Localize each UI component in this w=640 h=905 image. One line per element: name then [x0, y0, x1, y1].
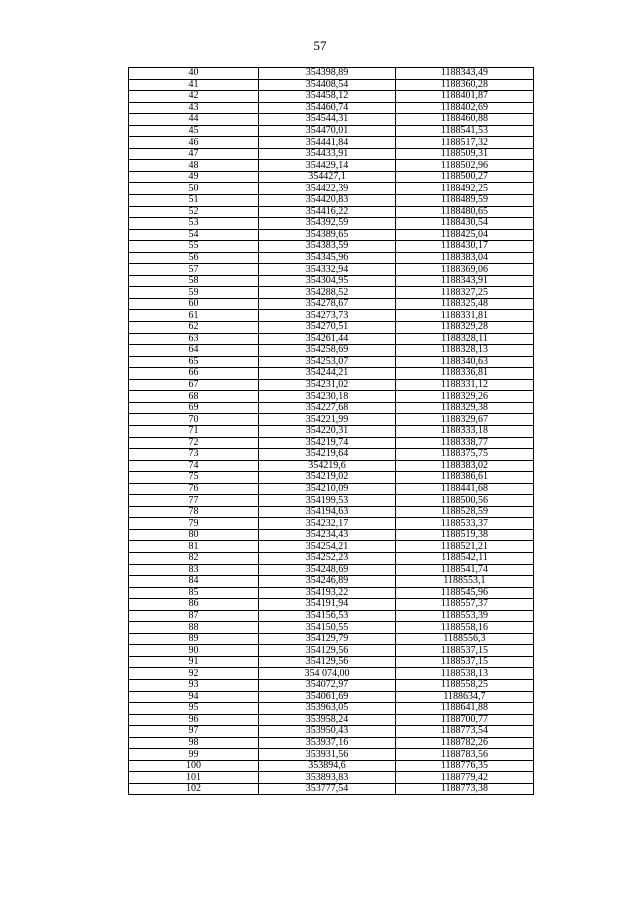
x-coordinate-cell: 354416,22	[259, 206, 396, 218]
table-row	[129, 345, 534, 357]
table-row	[129, 102, 534, 114]
table-row	[129, 206, 534, 218]
table-row	[129, 425, 534, 437]
point-number-cell: 54	[129, 229, 259, 241]
x-coordinate-cell: 354061,69	[259, 691, 396, 703]
table-row	[129, 587, 534, 599]
table-row	[129, 622, 534, 634]
table-row	[129, 772, 534, 784]
x-coordinate-cell: 354544,31	[259, 114, 396, 126]
y-coordinate-cell: 1188430,54	[396, 218, 534, 230]
x-coordinate-cell: 354150,55	[259, 622, 396, 634]
y-coordinate-cell: 1188369,06	[396, 264, 534, 276]
table-row	[129, 183, 534, 195]
x-coordinate-cell: 354389,65	[259, 229, 396, 241]
y-coordinate-cell: 1188558,16	[396, 622, 534, 634]
table-row	[129, 137, 534, 149]
x-coordinate-cell: 354156,53	[259, 610, 396, 622]
point-number-cell: 57	[129, 264, 259, 276]
x-coordinate-cell: 354219,6	[259, 460, 396, 472]
x-coordinate-cell: 354253,07	[259, 356, 396, 368]
y-coordinate-cell: 1188383,04	[396, 252, 534, 264]
table-row	[129, 264, 534, 276]
point-number-cell: 90	[129, 645, 259, 657]
y-coordinate-cell: 1188558,25	[396, 679, 534, 691]
point-number-cell: 88	[129, 622, 259, 634]
x-coordinate-cell: 353937,16	[259, 737, 396, 749]
table-row	[129, 679, 534, 691]
point-number-cell: 58	[129, 275, 259, 287]
x-coordinate-cell: 354270,51	[259, 322, 396, 334]
x-coordinate-cell: 354230,18	[259, 391, 396, 403]
table-row	[129, 576, 534, 588]
x-coordinate-cell: 354231,02	[259, 379, 396, 391]
table-row	[129, 241, 534, 253]
point-number-cell: 69	[129, 402, 259, 414]
y-coordinate-cell: 1188329,26	[396, 391, 534, 403]
table-row	[129, 472, 534, 484]
x-coordinate-cell: 354194,63	[259, 506, 396, 518]
point-number-cell: 50	[129, 183, 259, 195]
x-coordinate-cell: 354429,14	[259, 160, 396, 172]
table-row	[129, 610, 534, 622]
y-coordinate-cell: 1188783,56	[396, 749, 534, 761]
point-number-cell: 100	[129, 760, 259, 772]
table-row	[129, 287, 534, 299]
y-coordinate-cell: 1188343,91	[396, 275, 534, 287]
y-coordinate-cell: 1188328,11	[396, 333, 534, 345]
point-number-cell: 81	[129, 541, 259, 553]
point-number-cell: 96	[129, 714, 259, 726]
table-row	[129, 275, 534, 287]
table-row	[129, 437, 534, 449]
point-number-cell: 102	[129, 783, 259, 795]
table-row	[129, 125, 534, 137]
y-coordinate-cell: 1188430,17	[396, 241, 534, 253]
point-number-cell: 51	[129, 195, 259, 207]
point-number-cell: 65	[129, 356, 259, 368]
point-number-cell: 95	[129, 703, 259, 715]
y-coordinate-cell: 1188425,04	[396, 229, 534, 241]
x-coordinate-cell: 354232,17	[259, 518, 396, 530]
y-coordinate-cell: 1188480,65	[396, 206, 534, 218]
x-coordinate-cell: 354470,01	[259, 125, 396, 137]
y-coordinate-cell: 1188779,42	[396, 772, 534, 784]
y-coordinate-cell: 1188329,67	[396, 414, 534, 426]
point-number-cell: 80	[129, 529, 259, 541]
table-row	[129, 391, 534, 403]
point-number-cell: 46	[129, 137, 259, 149]
y-coordinate-cell: 1188331,81	[396, 310, 534, 322]
x-coordinate-cell: 354254,21	[259, 541, 396, 553]
table-row	[129, 356, 534, 368]
point-number-cell: 93	[129, 679, 259, 691]
y-coordinate-cell: 1188336,81	[396, 368, 534, 380]
y-coordinate-cell: 1188331,12	[396, 379, 534, 391]
x-coordinate-cell: 354219,74	[259, 437, 396, 449]
y-coordinate-cell: 1188528,59	[396, 506, 534, 518]
y-coordinate-cell: 1188773,54	[396, 726, 534, 738]
table-row	[129, 460, 534, 472]
point-number-cell: 48	[129, 160, 259, 172]
coordinates-table	[128, 67, 534, 795]
y-coordinate-cell: 1188500,27	[396, 171, 534, 183]
coordinates-table-body	[129, 68, 534, 795]
x-coordinate-cell: 354427,1	[259, 171, 396, 183]
table-row	[129, 541, 534, 553]
table-row	[129, 379, 534, 391]
y-coordinate-cell: 1188502,96	[396, 160, 534, 172]
table-row	[129, 656, 534, 668]
x-coordinate-cell: 354234,43	[259, 529, 396, 541]
y-coordinate-cell: 1188537,15	[396, 645, 534, 657]
y-coordinate-cell: 1188538,13	[396, 668, 534, 680]
y-coordinate-cell: 1188386,61	[396, 472, 534, 484]
point-number-cell: 40	[129, 68, 259, 80]
y-coordinate-cell: 1188338,77	[396, 437, 534, 449]
y-coordinate-cell: 1188521,21	[396, 541, 534, 553]
table-row	[129, 749, 534, 761]
point-number-cell: 97	[129, 726, 259, 738]
point-number-cell: 49	[129, 171, 259, 183]
x-coordinate-cell: 353894,6	[259, 760, 396, 772]
y-coordinate-cell: 1188517,32	[396, 137, 534, 149]
table-row	[129, 91, 534, 103]
table-row	[129, 402, 534, 414]
y-coordinate-cell: 1188542,11	[396, 552, 534, 564]
table-row	[129, 529, 534, 541]
table-row	[129, 333, 534, 345]
y-coordinate-cell: 1188700,77	[396, 714, 534, 726]
y-coordinate-cell: 1188634,7	[396, 691, 534, 703]
x-coordinate-cell: 354227,68	[259, 402, 396, 414]
table-row	[129, 703, 534, 715]
point-number-cell: 41	[129, 79, 259, 91]
y-coordinate-cell: 1188327,25	[396, 287, 534, 299]
point-number-cell: 43	[129, 102, 259, 114]
y-coordinate-cell: 1188519,38	[396, 529, 534, 541]
point-number-cell: 94	[129, 691, 259, 703]
point-number-cell: 99	[129, 749, 259, 761]
point-number-cell: 73	[129, 449, 259, 461]
y-coordinate-cell: 1188329,28	[396, 322, 534, 334]
table-row	[129, 483, 534, 495]
y-coordinate-cell: 1188509,31	[396, 148, 534, 160]
point-number-cell: 83	[129, 564, 259, 576]
x-coordinate-cell: 354420,83	[259, 195, 396, 207]
x-coordinate-cell: 353931,56	[259, 749, 396, 761]
y-coordinate-cell: 1188776,35	[396, 760, 534, 772]
point-number-cell: 78	[129, 506, 259, 518]
point-number-cell: 79	[129, 518, 259, 530]
point-number-cell: 82	[129, 552, 259, 564]
table-row	[129, 564, 534, 576]
x-coordinate-cell: 354345,96	[259, 252, 396, 264]
x-coordinate-cell: 354221,99	[259, 414, 396, 426]
x-coordinate-cell: 353963,05	[259, 703, 396, 715]
point-number-cell: 64	[129, 345, 259, 357]
table-row	[129, 148, 534, 160]
x-coordinate-cell: 354398,89	[259, 68, 396, 80]
point-number-cell: 72	[129, 437, 259, 449]
x-coordinate-cell: 354441,84	[259, 137, 396, 149]
table-row	[129, 760, 534, 772]
point-number-cell: 70	[129, 414, 259, 426]
point-number-cell: 76	[129, 483, 259, 495]
x-coordinate-cell: 353777,54	[259, 783, 396, 795]
point-number-cell: 74	[129, 460, 259, 472]
table-row	[129, 518, 534, 530]
table-row	[129, 322, 534, 334]
point-number-cell: 55	[129, 241, 259, 253]
y-coordinate-cell: 1188641,88	[396, 703, 534, 715]
point-number-cell: 52	[129, 206, 259, 218]
x-coordinate-cell: 354072,97	[259, 679, 396, 691]
page-number: 57	[313, 38, 327, 53]
point-number-cell: 75	[129, 472, 259, 484]
y-coordinate-cell: 1188553,1	[396, 576, 534, 588]
point-number-cell: 89	[129, 633, 259, 645]
point-number-cell: 91	[129, 656, 259, 668]
y-coordinate-cell: 1188782,26	[396, 737, 534, 749]
x-coordinate-cell: 354332,94	[259, 264, 396, 276]
table-row	[129, 714, 534, 726]
point-number-cell: 68	[129, 391, 259, 403]
point-number-cell: 44	[129, 114, 259, 126]
x-coordinate-cell: 354383,59	[259, 241, 396, 253]
point-number-cell: 85	[129, 587, 259, 599]
table-row	[129, 783, 534, 795]
x-coordinate-cell: 354458,12	[259, 91, 396, 103]
y-coordinate-cell: 1188383,02	[396, 460, 534, 472]
table-row	[129, 229, 534, 241]
x-coordinate-cell: 354246,89	[259, 576, 396, 588]
point-number-cell: 56	[129, 252, 259, 264]
x-coordinate-cell: 354288,52	[259, 287, 396, 299]
x-coordinate-cell: 354219,64	[259, 449, 396, 461]
table-row	[129, 298, 534, 310]
point-number-cell: 47	[129, 148, 259, 160]
point-number-cell: 98	[129, 737, 259, 749]
x-coordinate-cell: 354248,69	[259, 564, 396, 576]
x-coordinate-cell: 354219,02	[259, 472, 396, 484]
y-coordinate-cell: 1188340,63	[396, 356, 534, 368]
table-row	[129, 668, 534, 680]
y-coordinate-cell: 1188325,48	[396, 298, 534, 310]
x-coordinate-cell: 354129,79	[259, 633, 396, 645]
table-row	[129, 218, 534, 230]
x-coordinate-cell: 354244,21	[259, 368, 396, 380]
y-coordinate-cell: 1188545,96	[396, 587, 534, 599]
y-coordinate-cell: 1188375,75	[396, 449, 534, 461]
x-coordinate-cell: 354129,56	[259, 656, 396, 668]
y-coordinate-cell: 1188537,15	[396, 656, 534, 668]
x-coordinate-cell: 353958,24	[259, 714, 396, 726]
x-coordinate-cell: 354433,91	[259, 148, 396, 160]
x-coordinate-cell: 354129,56	[259, 645, 396, 657]
point-number-cell: 101	[129, 772, 259, 784]
table-row	[129, 195, 534, 207]
y-coordinate-cell: 1188773,38	[396, 783, 534, 795]
table-row	[129, 495, 534, 507]
point-number-cell: 92	[129, 668, 259, 680]
y-coordinate-cell: 1188492,25	[396, 183, 534, 195]
y-coordinate-cell: 1188489,59	[396, 195, 534, 207]
point-number-cell: 71	[129, 425, 259, 437]
y-coordinate-cell: 1188329,38	[396, 402, 534, 414]
point-number-cell: 60	[129, 298, 259, 310]
table-row	[129, 79, 534, 91]
table-row	[129, 737, 534, 749]
y-coordinate-cell: 1188328,13	[396, 345, 534, 357]
y-coordinate-cell: 1188541,74	[396, 564, 534, 576]
table-row	[129, 252, 534, 264]
point-number-cell: 87	[129, 610, 259, 622]
x-coordinate-cell: 353893,83	[259, 772, 396, 784]
y-coordinate-cell: 1188441,68	[396, 483, 534, 495]
x-coordinate-cell: 354422,39	[259, 183, 396, 195]
y-coordinate-cell: 1188460,88	[396, 114, 534, 126]
table-row	[129, 368, 534, 380]
point-number-cell: 86	[129, 599, 259, 611]
point-number-cell: 67	[129, 379, 259, 391]
x-coordinate-cell: 354304,95	[259, 275, 396, 287]
y-coordinate-cell: 1188556,3	[396, 633, 534, 645]
y-coordinate-cell: 1188557,37	[396, 599, 534, 611]
table-row	[129, 645, 534, 657]
y-coordinate-cell: 1188360,28	[396, 79, 534, 91]
x-coordinate-cell: 354210,09	[259, 483, 396, 495]
table-row	[129, 633, 534, 645]
y-coordinate-cell: 1188533,37	[396, 518, 534, 530]
y-coordinate-cell: 1188500,56	[396, 495, 534, 507]
point-number-cell: 59	[129, 287, 259, 299]
x-coordinate-cell: 354460,74	[259, 102, 396, 114]
point-number-cell: 62	[129, 322, 259, 334]
point-number-cell: 84	[129, 576, 259, 588]
y-coordinate-cell: 1188401,87	[396, 91, 534, 103]
point-number-cell: 53	[129, 218, 259, 230]
table-row	[129, 160, 534, 172]
table-row	[129, 726, 534, 738]
x-coordinate-cell: 353950,43	[259, 726, 396, 738]
x-coordinate-cell: 354220,31	[259, 425, 396, 437]
point-number-cell: 77	[129, 495, 259, 507]
table-row	[129, 171, 534, 183]
table-row	[129, 691, 534, 703]
point-number-cell: 45	[129, 125, 259, 137]
point-number-cell: 63	[129, 333, 259, 345]
table-row	[129, 310, 534, 322]
x-coordinate-cell: 354252,23	[259, 552, 396, 564]
table-row	[129, 506, 534, 518]
x-coordinate-cell: 354193,22	[259, 587, 396, 599]
y-coordinate-cell: 1188541,53	[396, 125, 534, 137]
x-coordinate-cell: 354 074,00	[259, 668, 396, 680]
table-row	[129, 599, 534, 611]
y-coordinate-cell: 1188333,18	[396, 425, 534, 437]
table-row	[129, 552, 534, 564]
x-coordinate-cell: 354191,94	[259, 599, 396, 611]
point-number-cell: 42	[129, 91, 259, 103]
x-coordinate-cell: 354273,73	[259, 310, 396, 322]
y-coordinate-cell: 1188553,39	[396, 610, 534, 622]
x-coordinate-cell: 354258,69	[259, 345, 396, 357]
y-coordinate-cell: 1188402,69	[396, 102, 534, 114]
table-row	[129, 114, 534, 126]
x-coordinate-cell: 354261,44	[259, 333, 396, 345]
x-coordinate-cell: 354392,59	[259, 218, 396, 230]
point-number-cell: 61	[129, 310, 259, 322]
table-row	[129, 449, 534, 461]
point-number-cell: 66	[129, 368, 259, 380]
table-row	[129, 414, 534, 426]
x-coordinate-cell: 354408,54	[259, 79, 396, 91]
x-coordinate-cell: 354199,53	[259, 495, 396, 507]
x-coordinate-cell: 354278,67	[259, 298, 396, 310]
table-row	[129, 68, 534, 80]
y-coordinate-cell: 1188343,49	[396, 68, 534, 80]
